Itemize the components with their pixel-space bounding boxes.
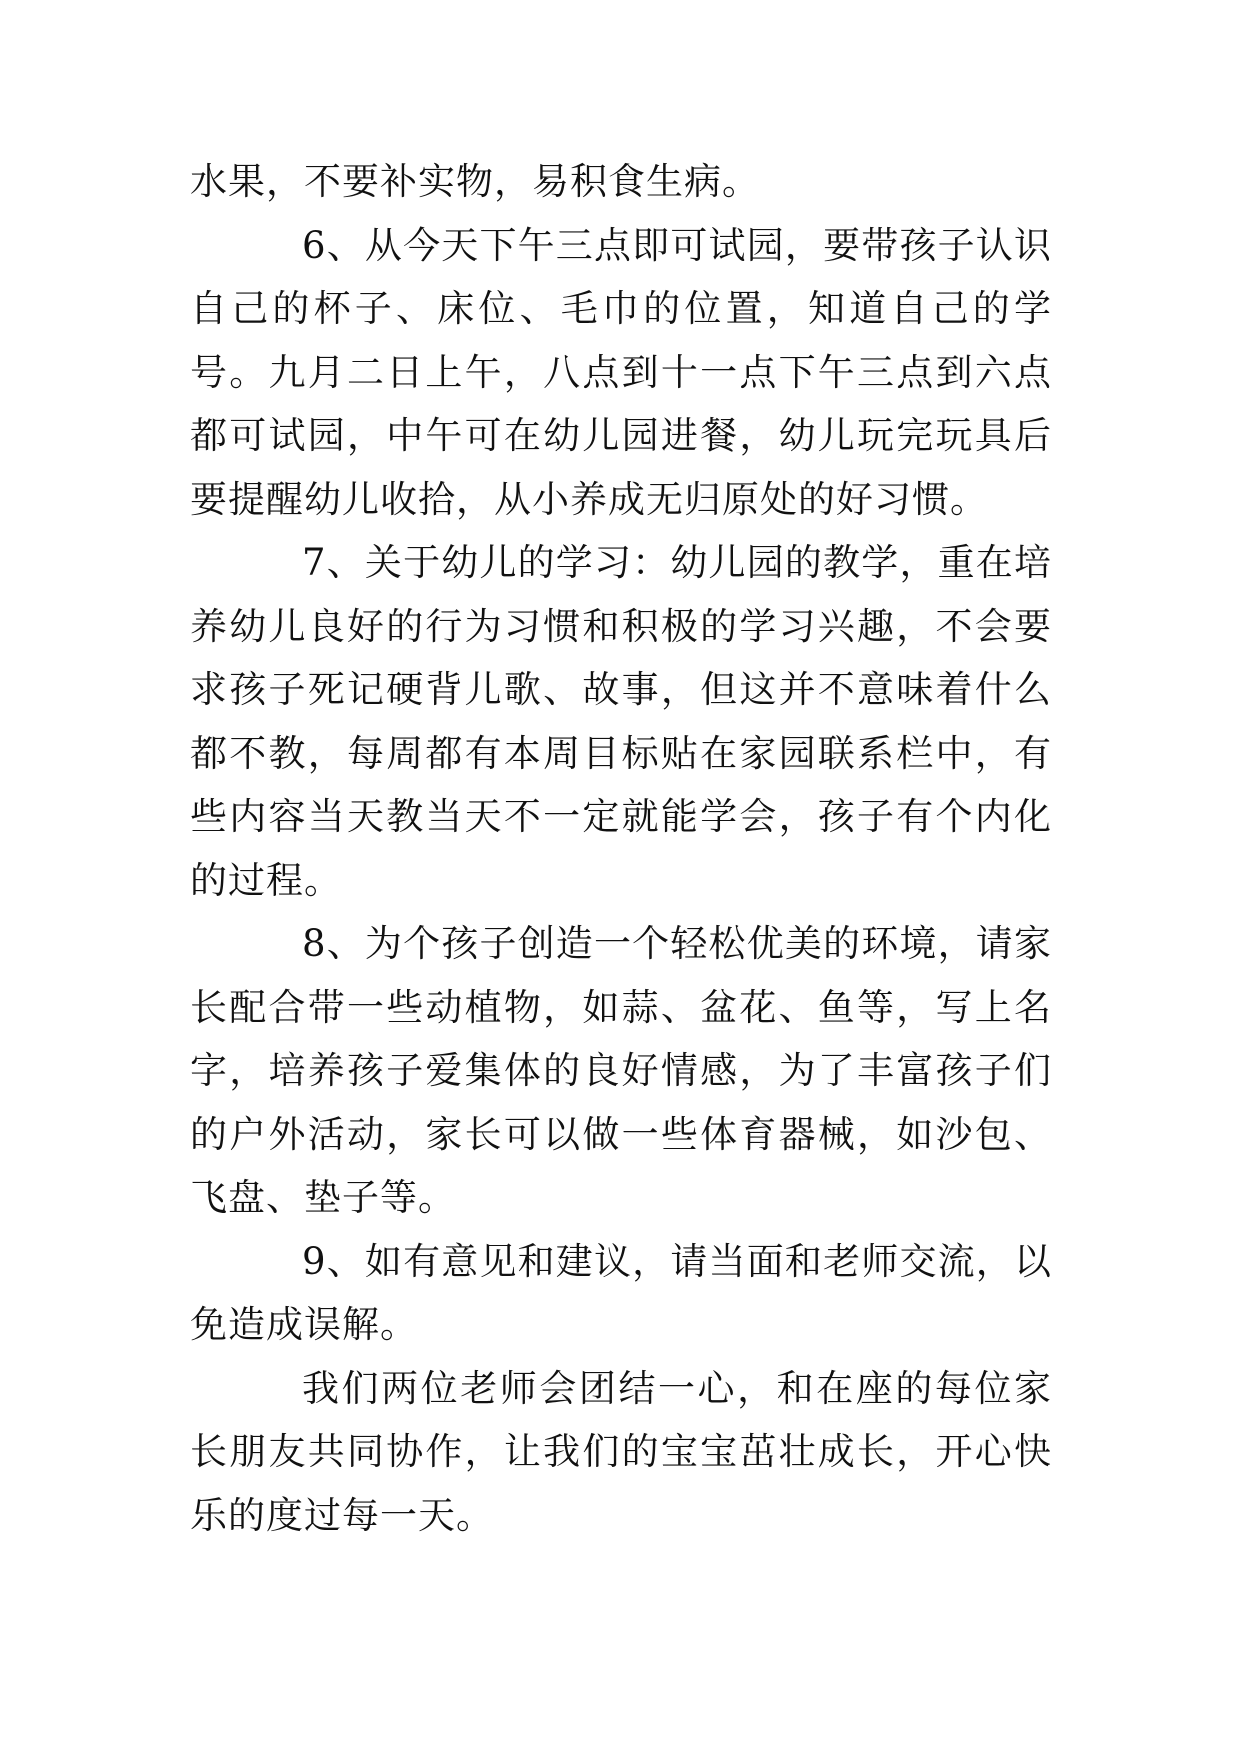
paragraph-item-6: 6、从今天下午三点即可试园，要带孩子认识自己的杯子、床位、毛巾的位置，知道自己的学号。九月二日上午，八点到十一点下午三点到六点都可试园，中午可在幼儿园进餐，幼儿玩完玩具后要提醒幼儿收拾，从小养成无归原处的好习惯。 bbox=[190, 223, 1052, 521]
paragraph-item-7: 7、关于幼儿的学习：幼儿园的教学，重在培养幼儿良好的行为习惯和积极的学习兴趣，不会要求孩子死记硬背儿歌、故事，但这并不意味着什么都不教，每周都有本周目标贴在家园联系栏中，有些内容当天教当天不一定就能学会，孩子有个内化的过程。 bbox=[190, 541, 1052, 902]
document-body bbox=[190, 150, 1052, 1547]
paragraph-item-8: 8、为个孩子创造一个轻松优美的环境，请家长配合带一些动植物，如蒜、盆花、鱼等，写上名字，培养孩子爱集体的良好情感，为了丰富孩子们的户外活动，家长可以做一些体育器械，如沙包、飞盘、垫子等。 bbox=[190, 922, 1052, 1219]
paragraph-item-9: 9、如有意见和建议，请当面和老师交流，以免造成误解。 bbox=[190, 1239, 1052, 1346]
paragraph-continuation: 水果，不要补实物，易积食生病。 bbox=[190, 160, 760, 203]
paragraph-closing: 我们两位老师会团结一心，和在座的每位家长朋友共同协作，让我们的宝宝茁壮成长，开心快乐的度过每一天。 bbox=[190, 1366, 1052, 1537]
